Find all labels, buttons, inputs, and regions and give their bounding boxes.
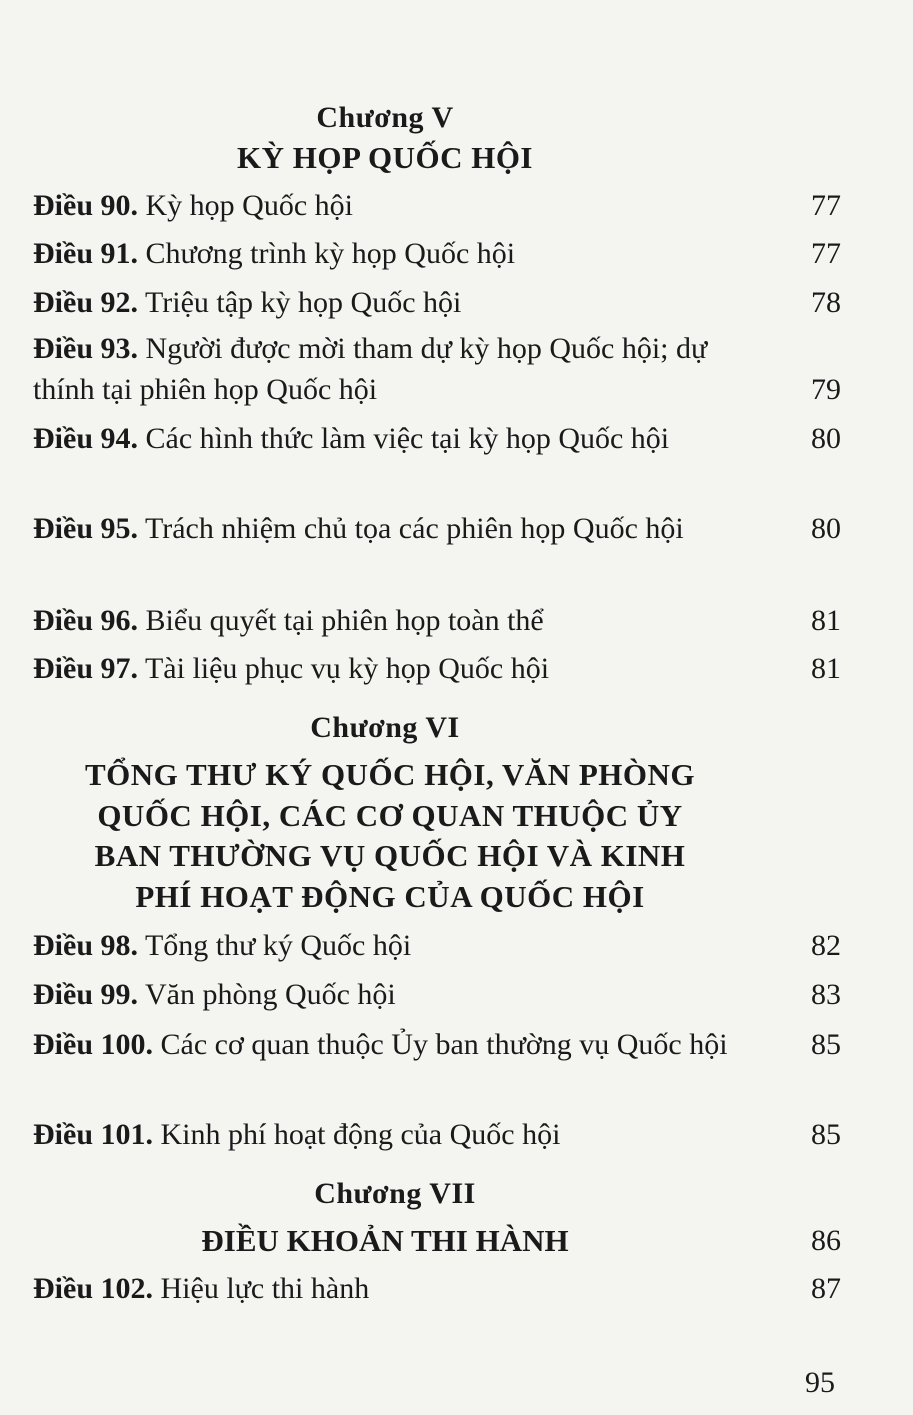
chapter-title: KỲ HỌP QUỐC HỘI — [237, 140, 533, 175]
toc-entry[interactable] — [33, 645, 841, 693]
entry-label: Điều 101. — [33, 1118, 153, 1151]
entry-label: Điều 90. — [33, 189, 138, 222]
entry-text: Triệu tập kỳ họp Quốc hội — [144, 286, 462, 319]
toc-entry[interactable] — [33, 597, 841, 645]
toc-entry[interactable] — [33, 182, 841, 230]
entry-label: Điều 97. — [33, 652, 138, 685]
entry-page: 86 — [811, 1224, 841, 1257]
chapter-heading: Chương V — [316, 101, 454, 134]
toc-entry[interactable] — [33, 922, 841, 970]
chapter-title-line: PHÍ HOẠT ĐỘNG CỦA QUỐC HỘI — [135, 878, 645, 914]
entry-page: 83 — [811, 978, 841, 1011]
entry-label: Điều 98. — [33, 929, 138, 962]
entry-page: 77 — [811, 189, 841, 222]
entry-page: 78 — [811, 286, 841, 319]
entry-page: 81 — [811, 604, 841, 637]
page-number: 95 — [805, 1366, 835, 1399]
entry-text: Tài liệu phục vụ kỳ họp Quốc hội — [144, 652, 550, 685]
entry-label: Điều 95. — [33, 512, 138, 545]
toc-entry[interactable] — [33, 1111, 841, 1159]
chapter-title-line: BAN THƯỜNG VỤ QUỐC HỘI VÀ KINH — [94, 838, 686, 873]
toc-entry[interactable] — [33, 328, 841, 410]
entry-label: Điều 93. — [33, 332, 138, 365]
entry-label: Điều 96. — [33, 604, 138, 637]
entry-page: 80 — [811, 422, 841, 455]
chapter-title-line: TỔNG THƯ KÝ QUỐC HỘI, VĂN PHÒNG — [85, 757, 695, 792]
entry-label: Điều 100. — [33, 1028, 153, 1061]
entry-label: Điều 99. — [33, 978, 138, 1011]
entry-text: Chương trình kỳ họp Quốc hội — [145, 237, 516, 270]
chapter-title-line: QUỐC HỘI, CÁC CƠ QUAN THUỘC ỦY — [97, 797, 683, 833]
entry-page: 80 — [811, 512, 841, 545]
entry-label: Điều 102. — [33, 1272, 153, 1305]
toc-entry[interactable] — [33, 1265, 841, 1313]
entry-text: Văn phòng Quốc hội — [144, 978, 396, 1011]
toc-entry[interactable] — [33, 1024, 841, 1066]
entry-text: Tổng thư ký Quốc hội — [144, 929, 412, 962]
entry-page: 85 — [811, 1028, 841, 1061]
entry-label: Điều 91. — [33, 237, 138, 270]
toc-entry[interactable] — [33, 971, 841, 1019]
entry-text: Trách nhiệm chủ tọa các phiên họp Quốc hội — [144, 512, 684, 545]
entry-page: 82 — [811, 929, 841, 962]
entry-label: Điều 94. — [33, 422, 138, 455]
entry-text: Biểu quyết tại phiên họp toàn thể — [145, 604, 544, 637]
chapter-heading: Chương VI — [310, 711, 460, 744]
toc-entry[interactable] — [33, 508, 841, 550]
chapter-heading: Chương VII — [314, 1177, 476, 1210]
entry-label: Điều 92. — [33, 286, 138, 319]
entry-text: Người được mời tham dự kỳ họp Quốc hội; dự thính tại phiên họp Quốc hội — [33, 332, 708, 406]
entry-text: Hiệu lực thi hành — [160, 1272, 370, 1305]
entry-text: Kỳ họp Quốc hội — [145, 189, 353, 222]
entry-page: 79 — [811, 373, 841, 406]
entry-text: Các cơ quan thuộc Ủy ban thường vụ Quốc hội — [160, 1028, 728, 1061]
chapter-title — [20, 755, 760, 917]
toc-entry[interactable] — [33, 1217, 841, 1265]
chapter-title: ĐIỀU KHOẢN THI HÀNH — [201, 1223, 569, 1258]
entry-text: Các hình thức làm việc tại kỳ họp Quốc hội — [145, 422, 670, 455]
entry-page: 85 — [811, 1118, 841, 1151]
entry-text: Kinh phí hoạt động của Quốc hội — [160, 1118, 561, 1151]
entry-page: 87 — [811, 1272, 841, 1305]
toc-entry[interactable] — [33, 230, 841, 278]
toc-entry[interactable] — [33, 279, 841, 327]
entry-page: 81 — [811, 652, 841, 685]
entry-page: 77 — [811, 237, 841, 270]
toc-entry[interactable] — [33, 418, 841, 460]
